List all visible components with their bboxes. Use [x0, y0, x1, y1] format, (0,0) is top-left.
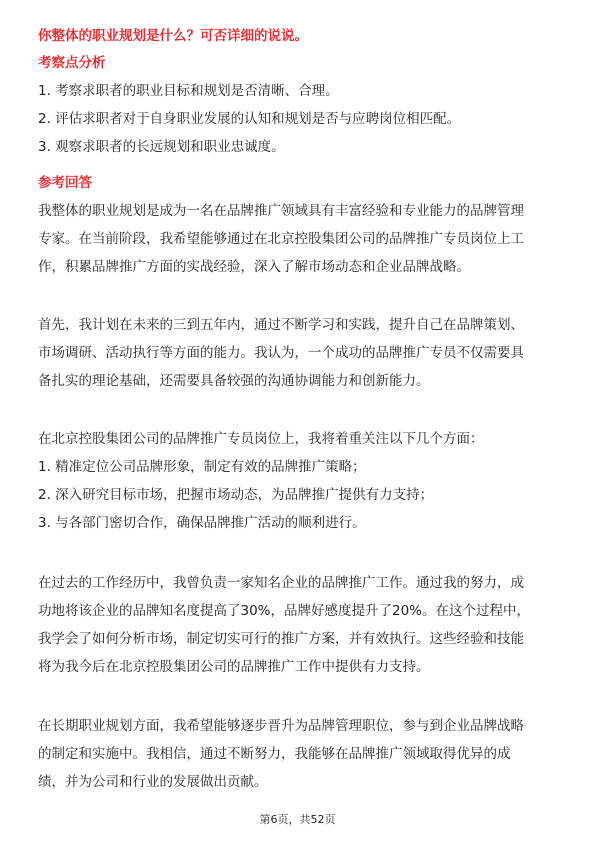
reference-title: 参考回答	[38, 175, 92, 191]
answer-p3-item-2: 2. 深入研究目标市场，把握市场动态，为品牌推广提供有力支持；	[38, 487, 434, 503]
analysis-item-2: 2. 评估求职者对于自身职业发展的认知和规划是否与应聘岗位相匹配。	[38, 111, 461, 127]
answer-p3-line-1: 在北京控股集团公司的品牌推广专员岗位上，我将着重关注以下几个方面：	[38, 431, 484, 447]
answer-p2-line-1: 首先，我计划在未来的三到五年内，通过不断学习和实践，提升自己在品牌策划、	[38, 317, 524, 333]
page-number: 第6页，共52页	[259, 813, 336, 826]
answer-p4-line-4: 将为我今后在北京控股集团公司的品牌推广工作中提供有力支持。	[38, 659, 430, 675]
answer-p2-line-2: 市场调研、活动执行等方面的能力。我认为，一个成功的品牌推广专员不仅需要具	[38, 345, 524, 361]
analysis-title: 考察点分析	[38, 55, 106, 71]
answer-p5-line-1: 在长期职业规划方面，我希望能够逐步晋升为品牌管理职位，参与到企业品牌战略	[38, 718, 524, 734]
answer-p3-item-1: 1. 精准定位公司品牌形象，制定有效的品牌推广策略；	[38, 459, 366, 475]
answer-p5-line-3: 绩，并为公司和行业的发展做出贡献。	[38, 774, 268, 790]
answer-p1-line-1: 我整体的职业规划是成为一名在品牌推广领域具有丰富经验和专业能力的品牌管理	[38, 203, 524, 219]
answer-p1-line-3: 作，积累品牌推广方面的实战经验，深入了解市场动态和企业品牌战略。	[38, 259, 470, 275]
answer-p4-line-1: 在过去的工作经历中，我曾负责一家知名企业的品牌推广工作。通过我的努力，成	[38, 575, 524, 591]
answer-p5-line-2: 的制定和实施中。我相信，通过不断努力，我能够在品牌推广领域取得优异的成	[38, 746, 511, 762]
answer-p1-line-2: 专家。在当前阶段，我希望能够通过在北京控股集团公司的品牌推广专员岗位上工	[38, 231, 524, 247]
question-heading: 你整体的职业规划是什么？可否详细的说说。	[38, 28, 308, 44]
answer-p4-line-3: 我学会了如何分析市场，制定切实可行的推广方案，并有效执行。这些经验和技能	[38, 631, 524, 647]
answer-p4-line-2: 功地将该企业的品牌知名度提高了30%，品牌好感度提升了20%。在这个过程中，	[38, 603, 531, 619]
answer-p2-line-3: 备扎实的理论基础，还需要具备较强的沟通协调能力和创新能力。	[38, 373, 430, 389]
analysis-item-1: 1. 考察求职者的职业目标和规划是否清晰、合理。	[38, 83, 339, 99]
answer-p3-item-3: 3. 与各部门密切合作，确保品牌推广活动的顺利进行。	[38, 515, 366, 531]
analysis-item-3: 3. 观察求职者的长远规划和职业忠诚度。	[38, 139, 285, 155]
